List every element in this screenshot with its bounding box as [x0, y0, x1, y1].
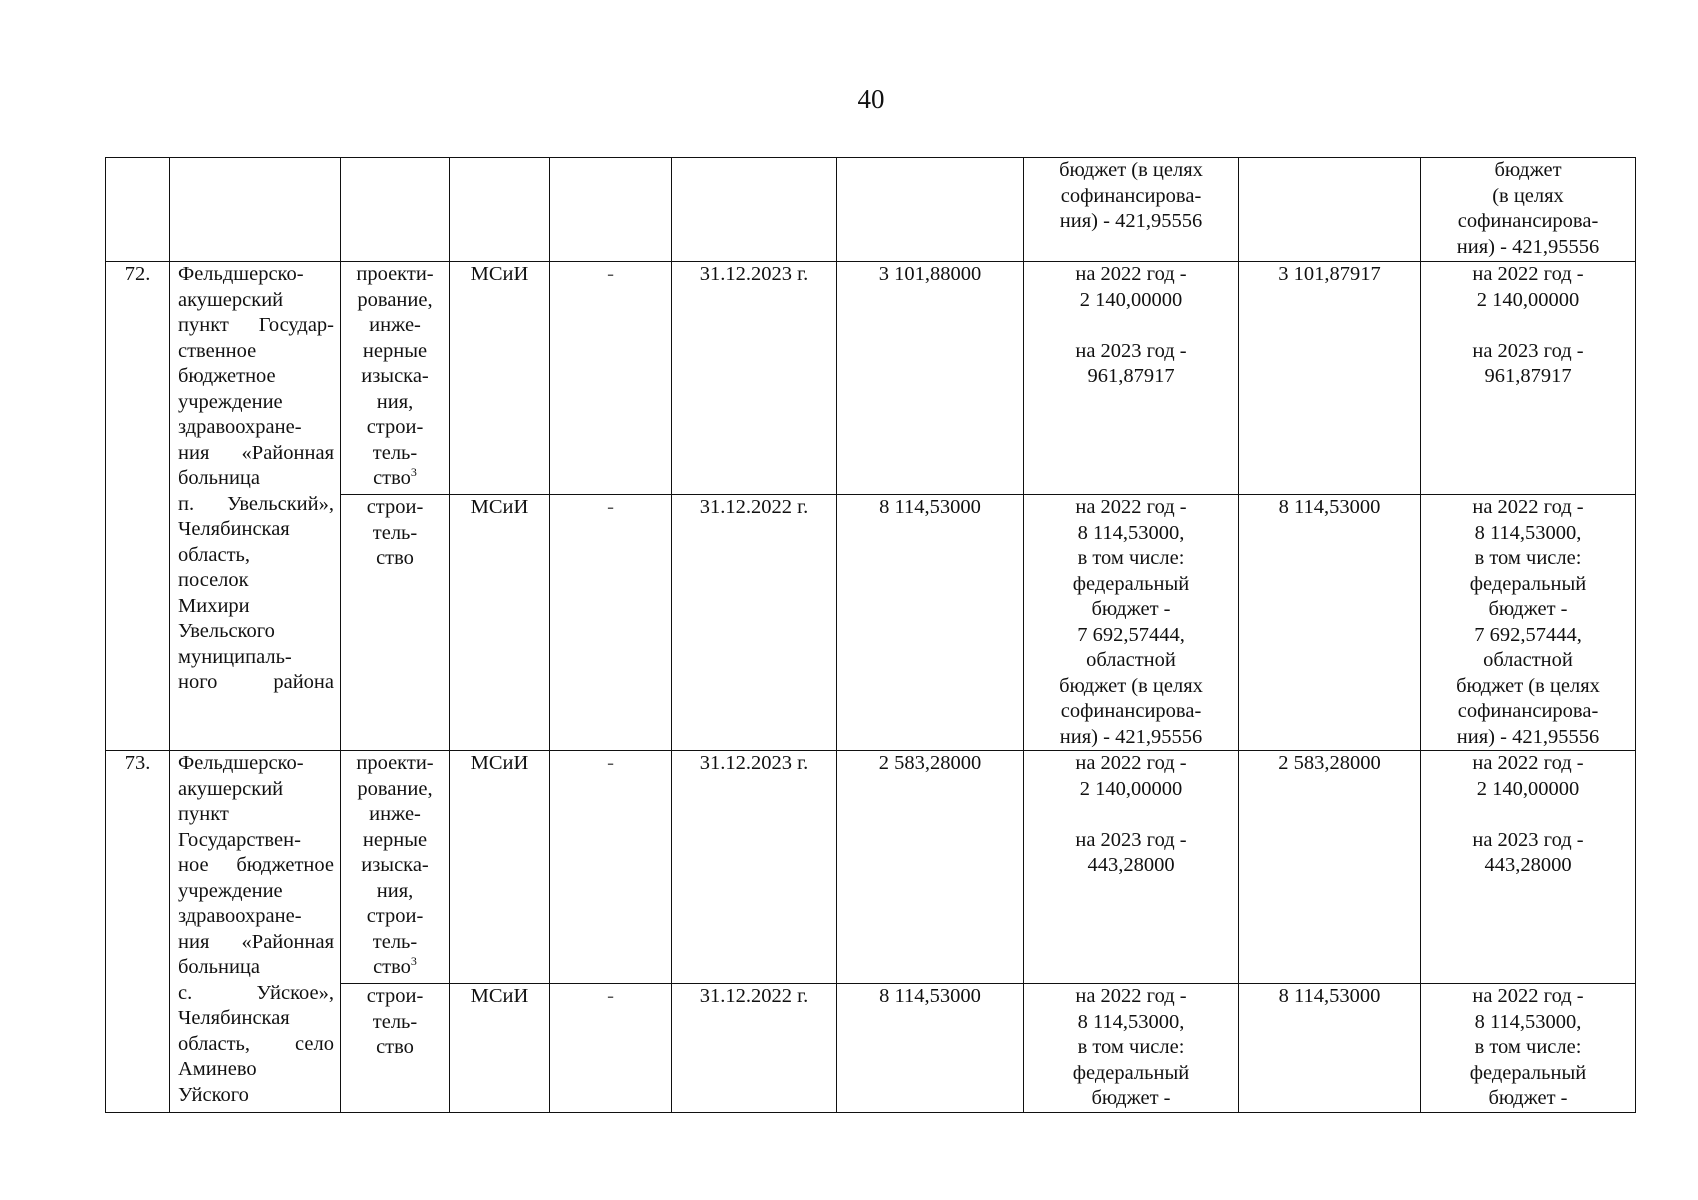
text-line: здравоохране-: [178, 416, 302, 438]
text-line: изыска-: [361, 854, 429, 876]
text-line: ство: [376, 1036, 414, 1058]
text-line: на 2022 год -: [1472, 263, 1584, 285]
text-line: Челябинская: [178, 1007, 290, 1029]
footnote-mark: 3: [410, 465, 417, 480]
responsible-org: МСиИ: [470, 496, 529, 518]
text-line: на 2022 год -: [1472, 496, 1584, 518]
funding-cell: бюджет (в целях софинансирова- ния) - 421,95556: [1421, 158, 1636, 262]
text-line: проекти-: [356, 752, 434, 774]
text-line: тель-: [372, 441, 418, 464]
text-line: Челябинская: [178, 518, 290, 540]
text-line: на 2022 год -: [1075, 263, 1187, 285]
text-line: на 2023 год -: [1472, 828, 1584, 851]
responsible-org-cell: [450, 262, 550, 495]
text-line: 8 114,53000,: [1077, 521, 1185, 544]
text-line: областной: [1086, 649, 1176, 671]
text-line: 2 140,00000: [1476, 288, 1580, 311]
text-line: в том числе:: [1474, 1036, 1582, 1058]
limit-cell: [1239, 751, 1421, 984]
funding-cell: [1421, 262, 1636, 495]
deadline-date: 31.12.2023 г.: [699, 752, 809, 774]
text-line: п. Увельский»,: [178, 492, 334, 515]
text-line: строи-: [366, 905, 424, 927]
text-line: больница: [178, 467, 260, 489]
estimated-cost-cell: [837, 751, 1024, 984]
text-line: на 2022 год -: [1075, 752, 1187, 774]
text-line: бюджетное: [178, 365, 276, 387]
responsible-org-cell: [450, 751, 550, 984]
text-line: 8 114,53000,: [1474, 1010, 1582, 1033]
deadline-cell: [672, 984, 837, 1113]
text-line: изыска-: [361, 365, 429, 387]
estimated-cost: 8 114,53000: [879, 496, 981, 518]
text-line: ния «Районная: [178, 441, 334, 464]
funding-cell: [1024, 984, 1239, 1113]
text-line: федеральный: [1072, 1061, 1190, 1084]
text-line: рование,: [357, 777, 433, 800]
text-line: на 2023 год -: [1075, 339, 1187, 362]
object-name-cell: [170, 751, 341, 1113]
funding-cell: бюджет (в целях софинансирова- ния) - 421,95556: [1024, 158, 1239, 262]
text-line: Фельдшерско-: [178, 752, 304, 774]
text-line: 961,87917: [1087, 365, 1175, 387]
estimated-cost-cell: [837, 495, 1024, 751]
text-line: 2 140,00000: [1079, 288, 1183, 311]
text-line: область,: [178, 543, 251, 566]
deadline-date: 31.12.2022 г.: [699, 985, 809, 1007]
text-line: софинансирова-: [1457, 700, 1599, 722]
text-line: на 2022 год -: [1472, 752, 1584, 774]
funding-cell: [1024, 262, 1239, 495]
text-line: поселок: [178, 569, 249, 591]
text-line: 8 114,53000,: [1474, 521, 1582, 544]
responsible-org: МСиИ: [470, 985, 529, 1007]
text-line: учреждение: [178, 879, 283, 902]
estimated-cost-cell: [837, 262, 1024, 495]
capacity-value: -: [607, 263, 614, 285]
blank-line: [1028, 802, 1234, 828]
work-type-cell: [341, 984, 450, 1113]
capacity-cell: [550, 984, 672, 1113]
text-line: 961,87917: [1484, 365, 1572, 387]
text-line: муниципаль-: [178, 645, 292, 668]
funding-cell: [1421, 495, 1636, 751]
text-line: больница: [178, 956, 260, 978]
text-line: с. Уйское»,: [178, 981, 334, 1004]
text-line: тель-: [372, 521, 418, 544]
text-line: пункт Государ-: [178, 314, 334, 336]
text-line: тель-: [372, 1010, 418, 1033]
responsible-org-cell: [450, 495, 550, 751]
text-line: бюджет -: [1488, 1087, 1568, 1109]
page-number: 40: [857, 84, 885, 114]
estimated-cost: 3 101,88000: [878, 263, 982, 285]
text-line: на 2022 год -: [1075, 496, 1187, 518]
text-line: ство: [376, 547, 414, 569]
text-line: 8 114,53000,: [1077, 1010, 1185, 1033]
capacity-value: -: [607, 985, 614, 1007]
text-line: в том числе:: [1077, 547, 1185, 569]
text-line: рование,: [357, 288, 433, 311]
text-line: бюджет -: [1488, 598, 1568, 620]
limit-value: 8 114,53000: [1278, 985, 1381, 1007]
funding-cell: [1421, 984, 1636, 1113]
text-line: 443,28000: [1484, 854, 1572, 876]
estimated-cost-cell: [837, 984, 1024, 1113]
text-line: Государствен-: [178, 828, 301, 851]
limit-value: 8 114,53000: [1278, 496, 1381, 518]
text-line: Михири: [178, 594, 250, 617]
deadline-date: 31.12.2022 г.: [699, 496, 809, 518]
responsible-org: МСиИ: [470, 752, 529, 774]
deadline-cell: [672, 262, 837, 495]
text-line: Аминево: [178, 1058, 257, 1080]
responsible-org: МСиИ: [470, 263, 529, 285]
text-line: акушерский: [178, 777, 284, 800]
text-line: нерные: [362, 339, 428, 362]
text-line: ния,: [376, 390, 414, 413]
work-type-cell: [341, 751, 450, 984]
text-line: ного района: [178, 671, 334, 693]
text-line: ния) - 421,95556: [1456, 725, 1600, 748]
text-line: область, село: [178, 1032, 334, 1055]
text-line: 443,28000: [1087, 854, 1175, 876]
text-line: ство$^3$: [373, 465, 417, 489]
text-line: здравоохране-: [178, 905, 302, 927]
text-line: областной: [1483, 649, 1573, 671]
text-line: на 2022 год -: [1075, 985, 1187, 1007]
text-line: Уйского: [178, 1083, 249, 1106]
row-number-text: 73.: [124, 752, 151, 774]
text-line: бюджет -: [1091, 1087, 1171, 1109]
text-line: бюджет (в целях: [1059, 674, 1203, 697]
text-line: на 2022 год -: [1472, 985, 1584, 1007]
estimated-cost: 2 583,28000: [878, 752, 982, 774]
text-line: на 2023 год -: [1472, 339, 1584, 362]
limit-value: 2 583,28000: [1278, 752, 1381, 774]
text-line: проекти-: [356, 263, 434, 285]
funding-cell: [1421, 751, 1636, 984]
table-row: [106, 751, 1636, 984]
text-line: в том числе:: [1474, 547, 1582, 569]
text-line: ство$^3$: [373, 954, 417, 978]
text-line: акушерский: [178, 288, 284, 311]
responsible-org-cell: [450, 984, 550, 1113]
capacity-cell: [550, 262, 672, 495]
limit-value: 3 101,87917: [1278, 263, 1381, 285]
row-number: [106, 262, 170, 751]
text-line: ное бюджетное: [178, 854, 334, 876]
text-line: 2 140,00000: [1079, 777, 1183, 800]
blank-line: [1028, 313, 1234, 339]
text-line: на 2023 год -: [1075, 828, 1187, 851]
text-line: строи-: [366, 496, 424, 518]
table-row-continuation: [106, 158, 1636, 262]
text-line: федеральный: [1469, 572, 1587, 595]
capacity-value: -: [607, 496, 614, 518]
text-line: федеральный: [1469, 1061, 1587, 1084]
limit-cell: [1239, 984, 1421, 1113]
investment-objects-table: [105, 157, 1636, 1113]
text-line: инже-: [369, 314, 421, 336]
capacity-value: -: [607, 752, 614, 774]
table-row: [106, 262, 1636, 495]
limit-cell: [1239, 495, 1421, 751]
blank-line: [1425, 313, 1631, 339]
text-line: ния) - 421,95556: [1059, 725, 1203, 748]
text-line: ния,: [376, 879, 414, 902]
text-line: федеральный: [1072, 572, 1190, 595]
text-line: ния «Районная: [178, 930, 334, 953]
capacity-cell: [550, 751, 672, 984]
estimated-cost: 8 114,53000: [879, 985, 981, 1007]
funding-cell: [1024, 495, 1239, 751]
text-line: бюджет (в целях: [1456, 674, 1600, 697]
text-line: строи-: [366, 985, 424, 1007]
text-line: инже-: [369, 803, 421, 825]
text-line: в том числе:: [1077, 1036, 1185, 1058]
deadline-cell: [672, 495, 837, 751]
text-line: софинансирова-: [1060, 700, 1202, 722]
text-line: тель-: [372, 930, 418, 953]
text-line: 7 692,57444,: [1077, 623, 1185, 646]
text-line: 7 692,57444,: [1474, 623, 1582, 646]
text-line: ственное: [178, 339, 257, 362]
text-line: пункт: [178, 803, 229, 825]
row-number-text: 72.: [124, 263, 151, 285]
text-line: учреждение: [178, 390, 283, 413]
text-line: бюджет -: [1091, 598, 1171, 620]
work-type-cell: [341, 495, 450, 751]
object-name-cell: [170, 262, 341, 751]
deadline-cell: [672, 751, 837, 984]
text-line: 2 140,00000: [1476, 777, 1580, 800]
work-type-cell: [341, 262, 450, 495]
limit-cell: [1239, 262, 1421, 495]
text-line: нерные: [362, 828, 428, 851]
text-line: Увельского: [178, 620, 275, 642]
deadline-date: 31.12.2023 г.: [699, 263, 809, 285]
blank-line: [1425, 802, 1631, 828]
text-line: строи-: [366, 416, 424, 438]
funding-cell: [1024, 751, 1239, 984]
capacity-cell: [550, 495, 672, 751]
footnote-mark: 3: [410, 954, 417, 969]
row-number: [106, 751, 170, 1113]
text-line: Фельдшерско-: [178, 263, 304, 285]
